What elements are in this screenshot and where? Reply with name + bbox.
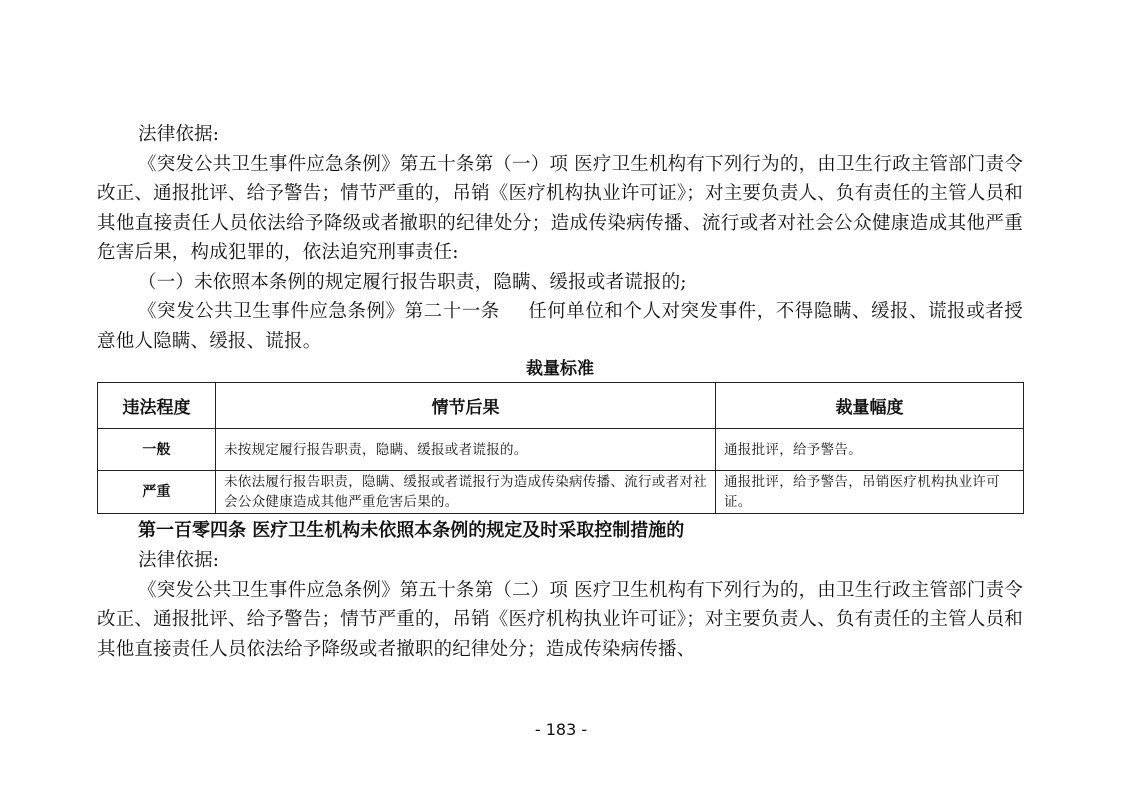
article-heading: 第一百零四条 医疗卫生机构未依照本条例的规定及时采取控制措施的 bbox=[138, 520, 685, 541]
header-violation-degree: 违法程度 bbox=[98, 383, 216, 429]
row-consequence: 未依法履行报告职责，隐瞒、缓报或者谎报行为造成传染病传播、流行或者对社会公众健康造成其他严重危害后果的。 bbox=[216, 471, 716, 514]
table-title: 裁量标准 bbox=[526, 359, 594, 379]
table-row bbox=[98, 429, 1024, 471]
row-penalty: 通报批评，给予警告，吊销医疗机构执业许可证。 bbox=[716, 471, 1024, 514]
page-content bbox=[97, 120, 1023, 664]
legal-reference-article: 《突发公共卫生事件应急条例》第二十一条 bbox=[138, 301, 500, 322]
row-penalty: 通报批评，给予警告。 bbox=[716, 429, 1024, 471]
legal-basis-label: 法律依据: bbox=[138, 124, 220, 145]
header-penalty-range: 裁量幅度 bbox=[716, 383, 1024, 429]
page-number: - 183 - bbox=[534, 720, 588, 739]
table-row bbox=[98, 471, 1024, 514]
header-circumstances: 情节后果 bbox=[216, 383, 716, 429]
row-level: 一般 bbox=[98, 429, 216, 471]
legal-basis-label-2: 法律依据: bbox=[138, 550, 220, 571]
discretion-standard-table bbox=[97, 382, 1024, 514]
legal-basis-paragraph-2: 《突发公共卫生事件应急条例》第五十条第（二）项 医疗卫生机构有下列行为的，由卫生行政主管部门责令改正、通报批评、给予警告；情节严重的，吊销《医疗机构执业许可证》；对主要负责人、负有责任的主管人员和其他直接责任人员依法给予降级或者撤职的纪律处分；造成传染病传播、 bbox=[97, 579, 1023, 660]
table-header-row bbox=[98, 383, 1024, 429]
legal-basis-item: （一）未依照本条例的规定履行报告职责，隐瞒、缓报或者谎报的; bbox=[138, 271, 687, 293]
row-level: 严重 bbox=[98, 471, 216, 514]
legal-basis-paragraph: 《突发公共卫生事件应急条例》第五十条第（一）项 医疗卫生机构有下列行为的，由卫生行政主管部门责令改正、通报批评、给予警告；情节严重的，吊销《医疗机构执业许可证》；对主要负责人、负有责任的主管人员和其他直接责任人员依法给予降级或者撤职的纪律处分；造成传染病传播、流行或者对社会公众健康造成其他严重危害后果，构成犯罪的，依法追究刑事责任: bbox=[97, 153, 1023, 263]
legal-reference-paragraph bbox=[97, 297, 1023, 356]
row-consequence: 未按规定履行报告职责，隐瞒、缓报或者谎报的。 bbox=[216, 429, 716, 471]
legal-reference-text: 任何单位和个人对突发事件，不得隐瞒、缓报、谎报或者授意他人隐瞒、缓报、谎报。 bbox=[97, 301, 1023, 352]
